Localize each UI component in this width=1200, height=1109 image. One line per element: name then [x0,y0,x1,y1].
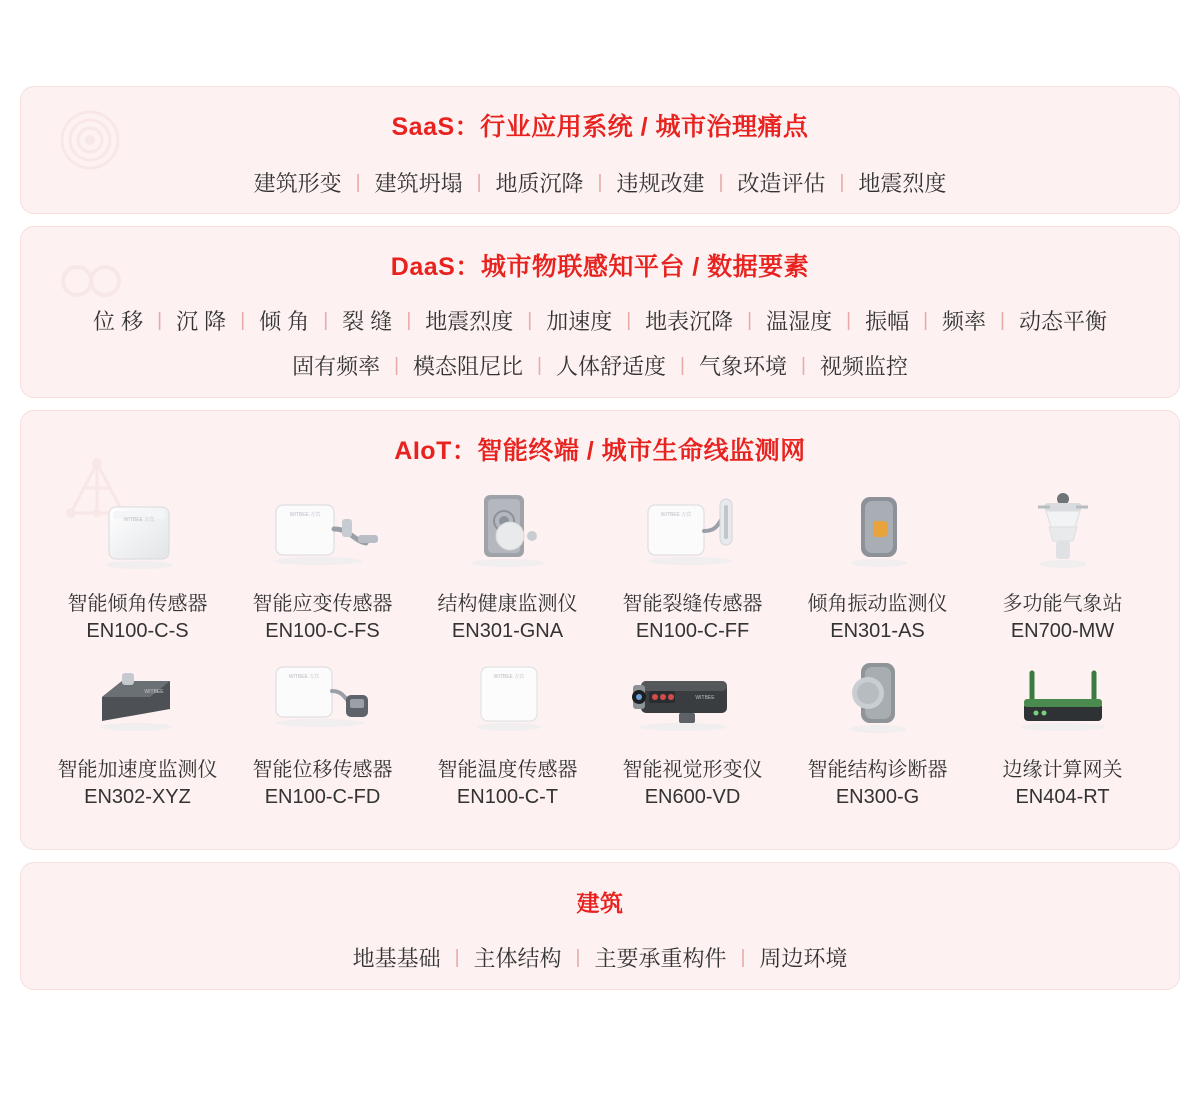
camera-icon [618,649,768,745]
device-card[interactable] [45,643,230,809]
device-card[interactable] [785,477,970,643]
aiot-title: AIoT：智能终端 / 城市生命线监测网 [394,437,806,465]
tag: 固有频率 [292,354,381,379]
separator: | [923,310,929,331]
vibration-monitor-icon [803,483,953,579]
device-name: 结构健康监测仪 [437,593,578,615]
tag: 气象环境 [698,354,787,379]
svg-text:WITBEE 万宾: WITBEE 万宾 [123,517,154,523]
device-card[interactable] [230,477,415,643]
svg-text:WITBEE 万宾: WITBEE 万宾 [660,512,691,518]
saas-title: SaaS：行业应用系统 / 城市治理痛点 [391,113,809,141]
device-name: 智能倾角传感器 [67,593,208,615]
tag: 改造评估 [737,171,826,196]
device-name: 多功能气象站 [1002,593,1123,615]
tag: 地基基础 [352,946,441,971]
separator: | [537,355,542,376]
edge-gateway-icon [988,649,1138,745]
accelerometer-icon [63,649,213,745]
device-model: EN100-C-T [456,786,559,808]
aiot-panel [20,410,1180,850]
svg-text:WITBEE 万宾: WITBEE 万宾 [493,674,524,680]
tag: 频率 [942,309,987,334]
tag: 倾 角 [259,309,310,334]
device-model: EN301-AS [830,620,925,642]
tag: 沉 降 [176,309,227,334]
tag: 地表沉降 [645,309,734,334]
separator: | [747,310,753,331]
strain-sensor-icon [248,483,398,579]
device-card[interactable] [415,643,600,809]
tag: 周边环境 [759,946,848,971]
device-name: 倾角振动监测仪 [807,593,948,615]
tag: 视频监控 [819,354,908,379]
device-model: EN100-C-FD [264,786,381,808]
device-card[interactable] [600,477,785,643]
separator: | [476,172,482,193]
device-card[interactable] [785,643,970,809]
daas-panel [20,226,1180,398]
separator: | [1000,310,1005,331]
tag: 地震烈度 [425,309,514,334]
device-name: 智能位移传感器 [252,759,393,781]
device-name: 智能裂缝传感器 [622,593,763,615]
building-panel [20,862,1180,990]
device-card[interactable] [600,643,785,809]
tag: 地质沉降 [495,171,584,196]
building-tag-row [21,942,1179,973]
gnss-monitor-icon [433,483,583,579]
device-model: EN600-VD [644,786,741,808]
svg-text:WITBEE 万宾: WITBEE 万宾 [288,674,319,680]
tag: 裂 缝 [342,309,393,334]
device-model: EN100-C-FS [265,620,380,642]
device-name: 智能结构诊断器 [807,759,948,781]
device-card[interactable] [970,477,1155,643]
device-name: 边缘计算网关 [1002,759,1123,781]
device-card[interactable] [970,643,1155,809]
separator: | [597,172,603,193]
device-model: EN700-MW [1010,620,1115,642]
svg-text:WITBEE 万宾: WITBEE 万宾 [289,512,320,518]
tag: 主要承重构件 [594,946,727,971]
separator: | [846,310,852,331]
separator: | [394,355,400,376]
tag: 动态平衡 [1018,309,1107,334]
separator: | [740,947,746,968]
tag: 模态阻尼比 [413,354,524,379]
daas-tag-row-1 [21,305,1179,336]
device-model: EN100-C-FF [635,620,750,642]
separator: | [680,355,685,376]
crack-sensor-icon [618,483,768,579]
saas-tag-row [21,167,1179,198]
separator: | [406,310,412,331]
tag: 建筑形变 [253,171,342,196]
separator: | [800,355,806,376]
device-card[interactable] [230,643,415,809]
saas-panel [20,86,1180,214]
device-grid [21,477,1179,809]
device-model: EN300-G [835,786,920,808]
separator: | [240,310,246,331]
device-card[interactable] [415,477,600,643]
separator: | [839,172,845,193]
daas-tag-row-2 [21,350,1179,381]
separator: | [355,172,361,193]
separator: | [323,310,329,331]
daas-title: DaaS：城市物联感知平台 / 数据要素 [390,253,810,281]
tag: 地震烈度 [858,171,947,196]
tag: 主体结构 [473,946,562,971]
device-name: 智能温度传感器 [437,759,578,781]
device-card[interactable] [45,477,230,643]
displacement-sensor-icon [248,649,398,745]
building-title: 建筑 [576,890,624,916]
device-model: EN100-C-S [86,620,189,642]
svg-text:WITBEE: WITBEE [143,689,164,695]
device-name: 智能视觉形变仪 [622,759,763,781]
device-name: 智能加速度监测仪 [57,759,218,781]
tag: 违规改建 [616,171,705,196]
separator: | [157,310,163,331]
separator: | [718,172,724,193]
device-model: EN404-RT [1015,786,1110,808]
device-name: 智能应变传感器 [252,593,393,615]
tag: 建筑坍塌 [374,171,463,196]
separator: | [527,310,533,331]
separator: | [626,310,632,331]
tag: 温湿度 [766,309,833,334]
tag: 人体舒适度 [555,354,666,379]
weather-station-icon [988,483,1138,579]
tag: 位 移 [93,309,144,334]
separator: | [454,947,460,968]
tag: 加速度 [546,309,613,334]
tag: 振幅 [865,309,910,334]
device-model: EN301-GNA [451,620,564,642]
separator: | [575,947,581,968]
device-model: EN302-XYZ [84,786,191,808]
structure-diagnoser-icon [803,649,953,745]
temperature-sensor-icon [433,649,583,745]
svg-text:WITBEE: WITBEE [694,695,715,701]
square-sensor-icon [63,483,213,579]
